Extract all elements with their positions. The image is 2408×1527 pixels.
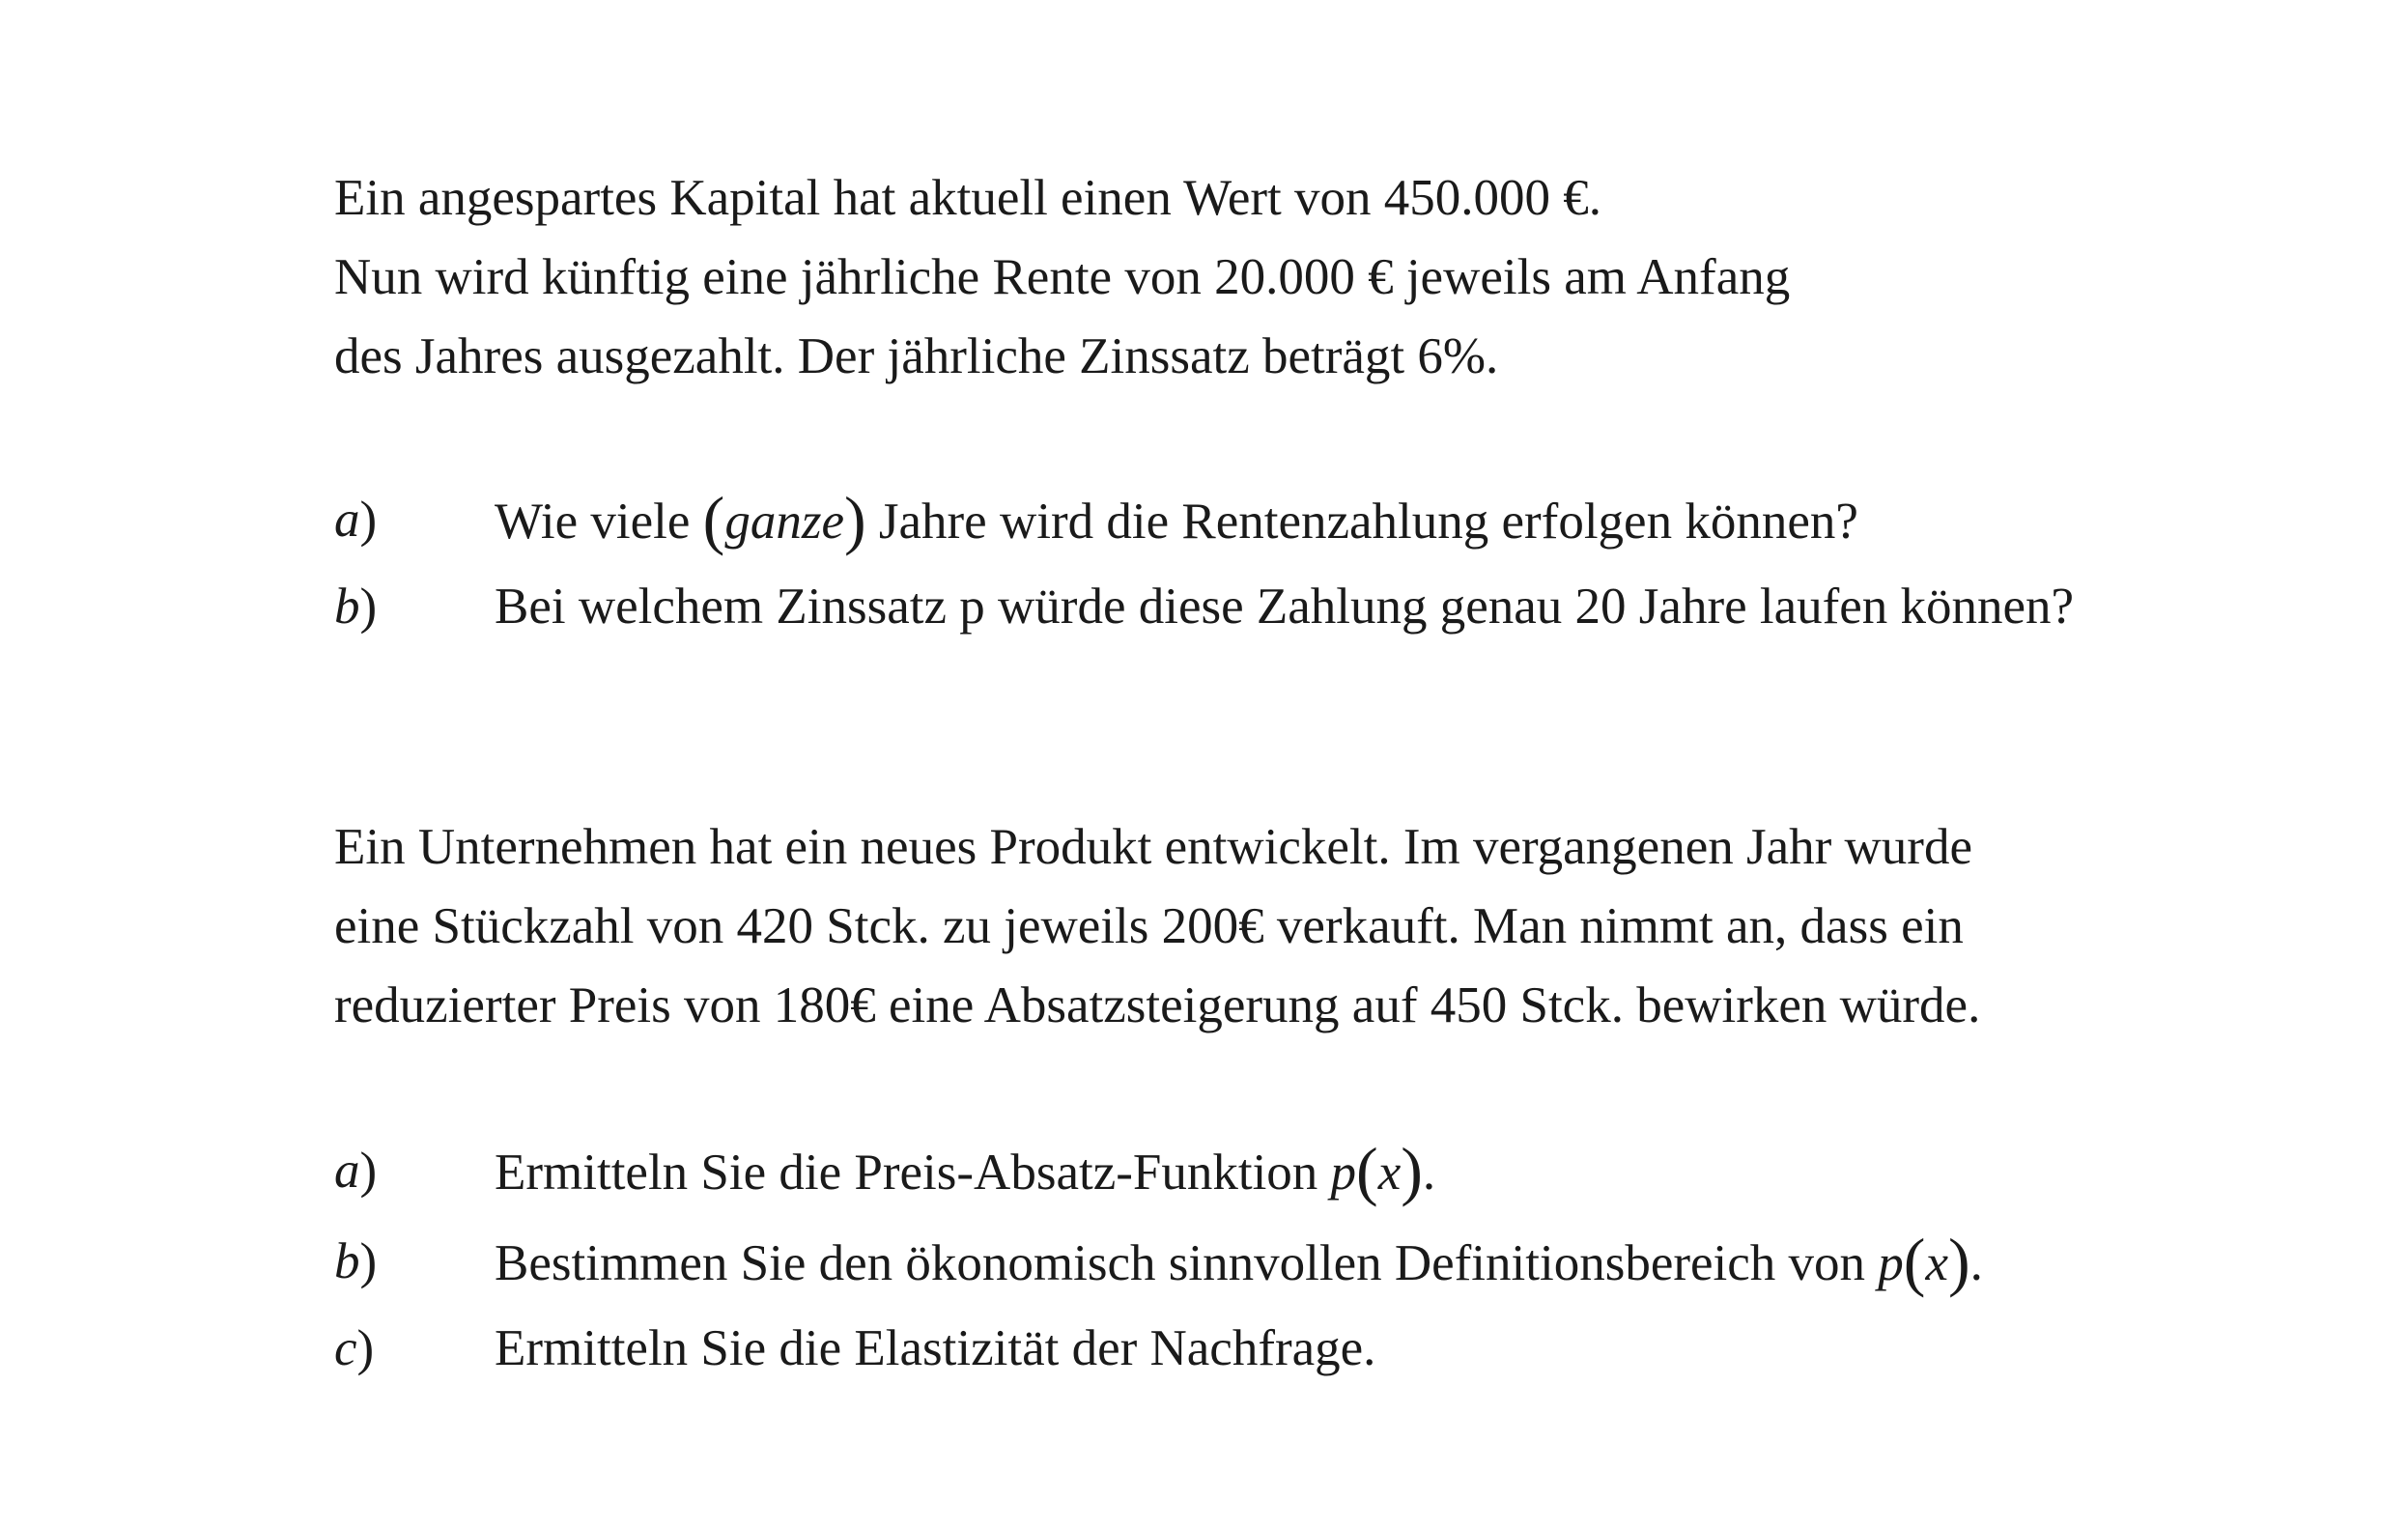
item-letter-char: b [334, 579, 360, 635]
task2-intro-line-1: Ein Unternehmen hat ein neues Produkt entwickelt. Im vergangenen Jahr wurde [334, 819, 1972, 875]
close-paren: ) [1401, 1134, 1423, 1207]
item-letter-paren: ) [359, 492, 378, 548]
item-text-after: . [1422, 1145, 1436, 1201]
item-text-before: Bestimmen Sie den ökonomisch sinnvollen Definitionsbereich von [495, 1235, 1879, 1291]
item-letter-paren: ) [356, 1320, 375, 1376]
item-text-before: Wie viele [495, 494, 703, 550]
item-text [495, 1134, 1436, 1207]
close-paren: ) [1947, 1225, 1970, 1298]
item-text-after: Jahre wird die Rentenzahlung erfolgen können? [865, 494, 1858, 550]
math-term: ganze [724, 494, 844, 550]
item-text: Ermitteln Sie die Elastizität der Nachfrage. [495, 1320, 1376, 1376]
item-letter-paren: ) [359, 1143, 378, 1199]
item-letter-char: a [334, 492, 360, 548]
task1-intro-line-2: Nun wird künftig eine jährliche Rente von 20.000 € jeweils am Anfang [334, 249, 1791, 305]
item-text [495, 483, 1858, 556]
item-text [495, 1225, 1983, 1298]
item-text-after: . [1969, 1235, 1983, 1291]
open-paren: ( [1903, 1225, 1926, 1298]
item-letter [334, 1142, 377, 1200]
item-letter [334, 578, 377, 636]
open-paren: ( [702, 483, 725, 556]
close-paren: ) [843, 483, 866, 556]
item-letter-char: b [334, 1233, 360, 1289]
math-function: p [1878, 1235, 1904, 1291]
task2-intro-line-2: eine Stückzahl von 420 Stck. zu jeweils 200€ verkauft. Man nimmt an, dass ein [334, 898, 1964, 954]
item-text: Bei welchem Zinssatz p würde diese Zahlung genau 20 Jahre laufen können? [495, 579, 2075, 635]
item-letter [334, 1319, 374, 1377]
task2-intro-line-3: reduzierter Preis von 180€ eine Absatzsteigerung auf 450 Stck. bewirken würde. [334, 977, 1981, 1033]
task1-intro-line-3: des Jahres ausgezahlt. Der jährliche Zinssatz beträgt 6%. [334, 328, 1499, 384]
math-variable: x [1377, 1145, 1402, 1201]
item-letter [334, 1232, 377, 1290]
open-paren: ( [1356, 1134, 1378, 1207]
item-letter-paren: ) [359, 579, 378, 635]
task1-intro-line-1: Ein angespartes Kapital hat aktuell einen Wert von 450.000 €. [334, 170, 1602, 226]
item-letter-paren: ) [359, 1233, 378, 1289]
item-text-before: Ermitteln Sie die Preis-Absatz-Funktion [495, 1145, 1331, 1201]
math-variable: x [1925, 1235, 1948, 1291]
item-letter-char: a [334, 1143, 360, 1199]
item-letter [334, 491, 377, 549]
math-function: p [1330, 1145, 1357, 1201]
item-letter-char: c [334, 1320, 357, 1376]
